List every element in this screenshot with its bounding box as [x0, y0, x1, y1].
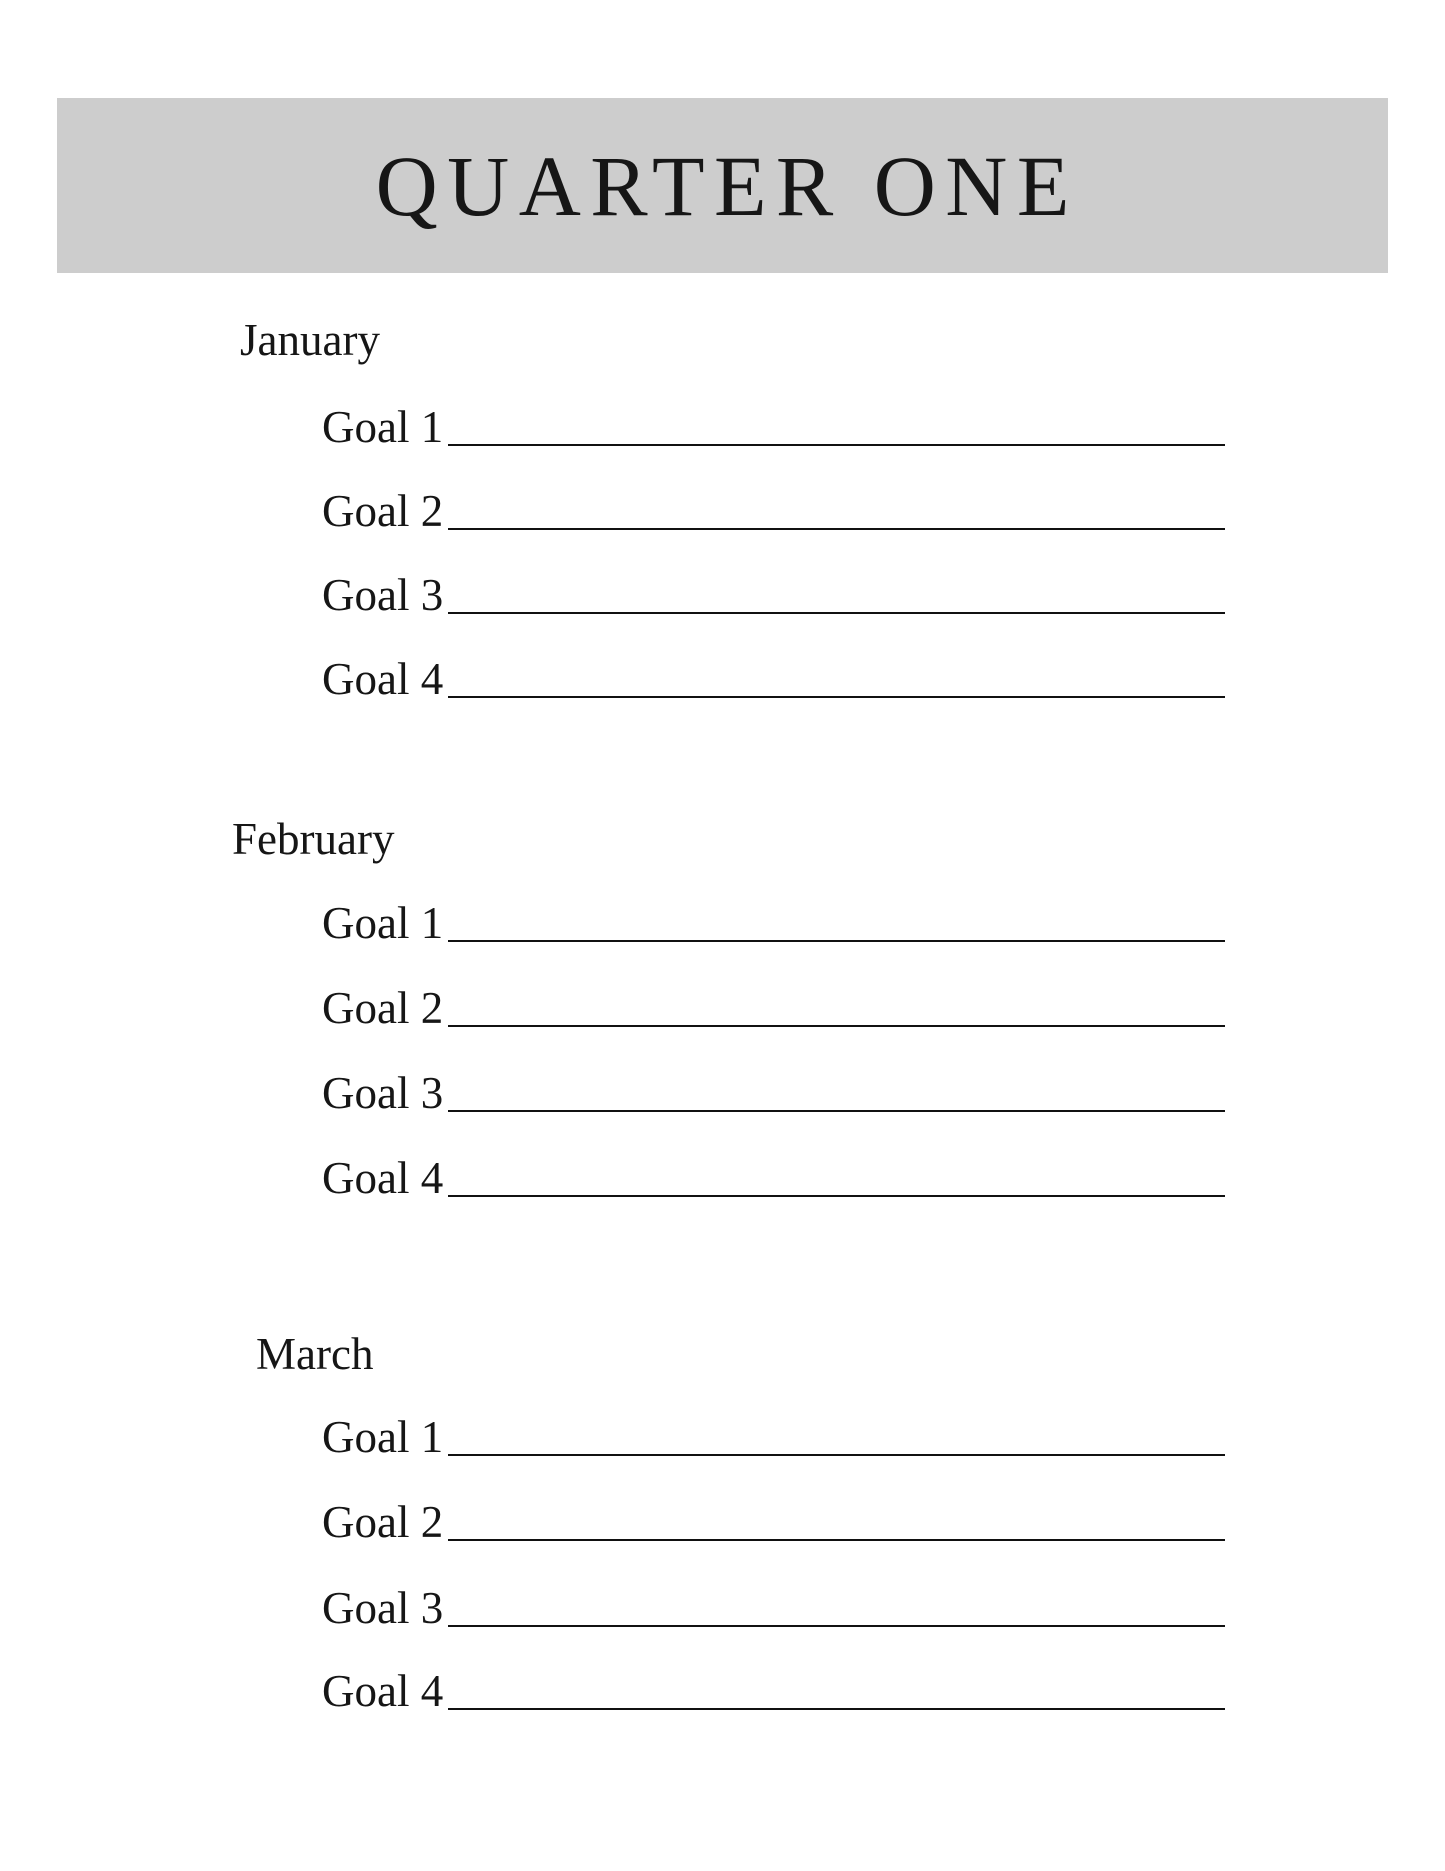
goal-blank-line[interactable] — [448, 1195, 1225, 1197]
month-heading-january: January — [240, 315, 380, 365]
goal-label: Goal 2 — [322, 983, 444, 1033]
goal-blank-line[interactable] — [448, 528, 1225, 530]
goal-label: Goal 1 — [322, 1412, 444, 1462]
goal-blank-line[interactable] — [448, 444, 1225, 446]
month-heading-february: February — [232, 814, 395, 864]
goal-row — [322, 1151, 1225, 1201]
goal-row — [322, 1664, 1225, 1714]
goal-row — [322, 1581, 1225, 1631]
goal-label: Goal 2 — [322, 486, 444, 536]
goal-row — [322, 400, 1225, 450]
goal-label: Goal 3 — [322, 1583, 444, 1633]
goal-row — [322, 1495, 1225, 1545]
page-title: QUARTER ONE — [375, 137, 1079, 234]
goal-blank-line[interactable] — [448, 1708, 1225, 1710]
goal-blank-line[interactable] — [448, 1454, 1225, 1456]
goal-label: Goal 2 — [322, 1497, 444, 1547]
goal-blank-line[interactable] — [448, 1110, 1225, 1112]
goal-label: Goal 1 — [322, 898, 444, 948]
goal-label: Goal 4 — [322, 654, 444, 704]
month-heading-march: March — [256, 1329, 374, 1379]
goal-blank-line[interactable] — [448, 696, 1225, 698]
goal-label: Goal 4 — [322, 1153, 444, 1203]
goal-label: Goal 4 — [322, 1666, 444, 1716]
goal-blank-line[interactable] — [448, 1625, 1225, 1627]
goal-row — [322, 1066, 1225, 1116]
goal-label: Goal 3 — [322, 1068, 444, 1118]
goal-label: Goal 3 — [322, 570, 444, 620]
goal-blank-line[interactable] — [448, 1025, 1225, 1027]
goal-row — [322, 484, 1225, 534]
goal-row — [322, 568, 1225, 618]
goal-blank-line[interactable] — [448, 1539, 1225, 1541]
goal-blank-line[interactable] — [448, 612, 1225, 614]
goal-row — [322, 981, 1225, 1031]
goal-row — [322, 652, 1225, 702]
goal-row — [322, 896, 1225, 946]
goal-blank-line[interactable] — [448, 940, 1225, 942]
title-banner — [57, 98, 1388, 273]
goal-row — [322, 1410, 1225, 1460]
goal-label: Goal 1 — [322, 402, 444, 452]
